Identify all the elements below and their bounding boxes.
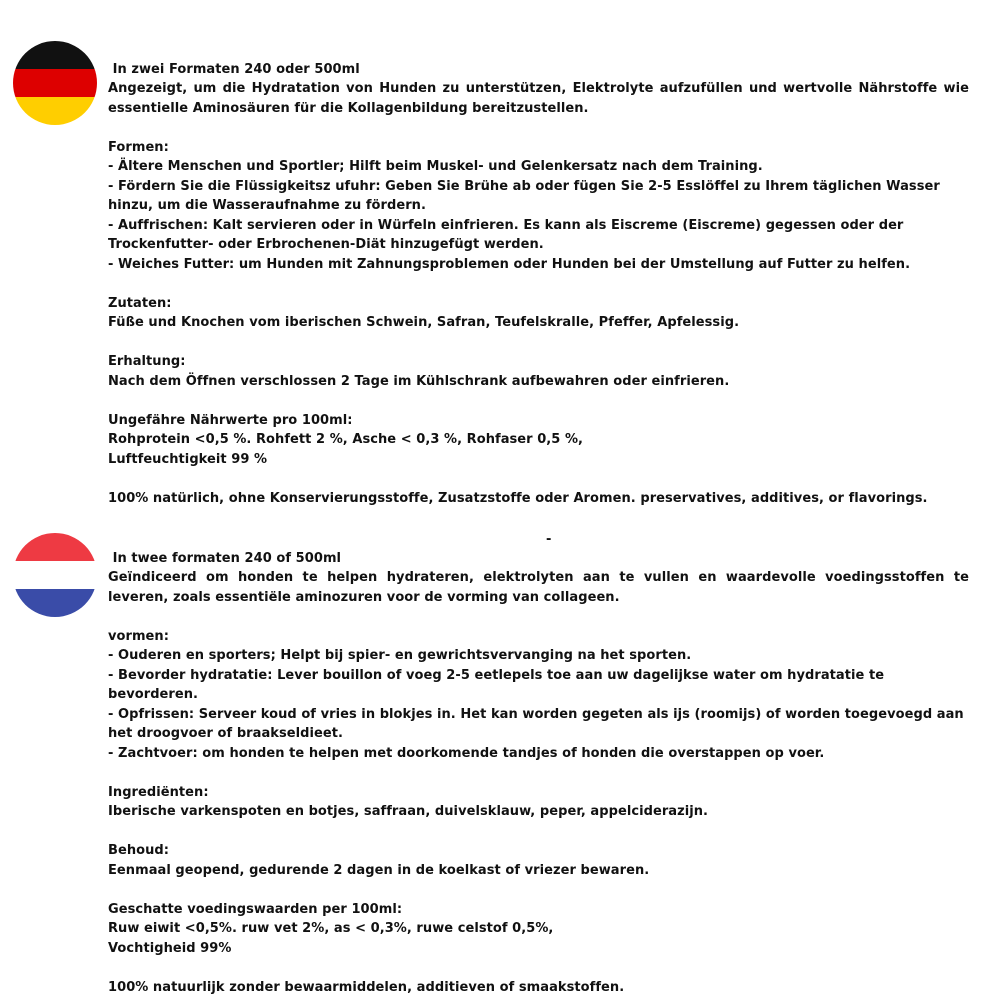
section-divider: - bbox=[546, 531, 552, 547]
nutrition-heading: Geschatte voedingswaarden per 100ml: bbox=[108, 901, 403, 917]
storage-heading: Behoud: bbox=[108, 843, 170, 858]
dutch-section bbox=[108, 549, 969, 998]
product-title: In zwei Formaten 240 oder 500ml bbox=[108, 61, 360, 77]
ingredients-heading: Zutaten: bbox=[108, 295, 172, 311]
use-item: - Opfrissen: Serveer koud of vries in blokjes in. Het kan worden gegeten als ijs (roomijs) of worden toegevoegd aan het droogvoer of braakseldieet. bbox=[108, 706, 964, 741]
germany-flag-icon bbox=[13, 41, 97, 125]
flag-band bbox=[13, 533, 97, 561]
intro-text: Geïndiceerd om honden te helpen hydrateren, elektrolyten aan te vullen en waardevolle voedingsstoffen te leveren, zoals essentiële aminozuren voor de vorming van collageen. bbox=[108, 570, 969, 605]
german-section bbox=[108, 60, 969, 509]
nutrition-line: Luftfeuchtigkeit 99 % bbox=[108, 451, 268, 467]
use-item: - Ältere Menschen und Sportler; Hilft beim Muskel- und Gelenkersatz nach dem Training. bbox=[108, 159, 763, 174]
flag-band bbox=[13, 41, 97, 69]
footer-text: 100% natürlich, ohne Konservierungsstoffe, Zusatzstoffe oder Aromen. preservatives, additives, or flavorings. bbox=[108, 490, 928, 506]
ingredients-text: Iberische varkenspoten en botjes, saffraan, duivelsklauw, peper, appelciderazijn. bbox=[108, 804, 709, 819]
use-item: - Zachtvoer: om honden te helpen met doorkomende tandjes of honden die overstappen op voer. bbox=[108, 745, 825, 761]
nutrition-line: Ruw eiwit <0,5%. ruw vet 2%, as < 0,3%, ruwe celstof 0,5%, bbox=[108, 921, 554, 936]
use-item: - Bevorder hydratatie: Lever bouillon of voeg 2-5 eetlepels toe aan uw dagelijkse water om hydratatie te bevorderen. bbox=[108, 667, 885, 702]
ingredients-heading: Ingrediënten: bbox=[108, 784, 209, 800]
nutrition-heading: Ungefähre Nährwerte pro 100ml: bbox=[108, 412, 353, 428]
use-item: - Weiches Futter: um Hunden mit Zahnungsproblemen oder Hunden bei der Umstellung auf Futter zu helfen. bbox=[108, 256, 911, 272]
ingredients-text: Füße und Knochen vom iberischen Schwein, Safran, Teufelskralle, Pfeffer, Apfelessig. bbox=[108, 315, 740, 330]
flag-band bbox=[13, 97, 97, 125]
flag-band bbox=[13, 69, 97, 97]
intro-text: Angezeigt, um die Hydratation von Hunden zu unterstützen, Elektrolyte aufzufüllen und wertvolle Nährstoffe wie essentielle Aminosäuren für die Kollagenbildung bereitzustellen. bbox=[108, 81, 969, 116]
uses-heading: Formen: bbox=[108, 139, 169, 155]
storage-text: Eenmaal geopend, gedurende 2 dagen in de koelkast of vriezer bewaren. bbox=[108, 862, 650, 878]
product-title: In twee formaten 240 of 500ml bbox=[108, 550, 342, 566]
use-item: - Fördern Sie die Flüssigkeitsz ufuhr: Geben Sie Brühe ab oder fügen Sie 2-5 Esslöffel zu Ihrem täglichen Wasser hinzu, um die Wasseraufnahme zu fördern. bbox=[108, 178, 940, 213]
netherlands-flag-icon bbox=[13, 533, 97, 617]
nutrition-line: Rohprotein <0,5 %. Rohfett 2 %, Asche < 0,3 %, Rohfaser 0,5 %, bbox=[108, 432, 584, 447]
flag-band bbox=[13, 561, 97, 589]
use-item: - Ouderen en sporters; Helpt bij spier- en gewrichtsvervanging na het sporten. bbox=[108, 648, 692, 663]
storage-heading: Erhaltung: bbox=[108, 354, 186, 369]
footer-text: 100% natuurlijk zonder bewaarmiddelen, additieven of smaakstoffen. bbox=[108, 979, 625, 995]
uses-heading: vormen: bbox=[108, 628, 169, 644]
flag-band bbox=[13, 589, 97, 617]
use-item: - Auffrischen: Kalt servieren oder in Würfeln einfrieren. Es kann als Eiscreme (Eiscreme) gegessen oder der Trockenfutter- oder Erbrochenen-Diät hinzugefügt werden. bbox=[108, 217, 904, 252]
nutrition-line: Vochtigheid 99% bbox=[108, 940, 232, 956]
storage-text: Nach dem Öffnen verschlossen 2 Tage im Kühlschrank aufbewahren oder einfrieren. bbox=[108, 373, 730, 389]
